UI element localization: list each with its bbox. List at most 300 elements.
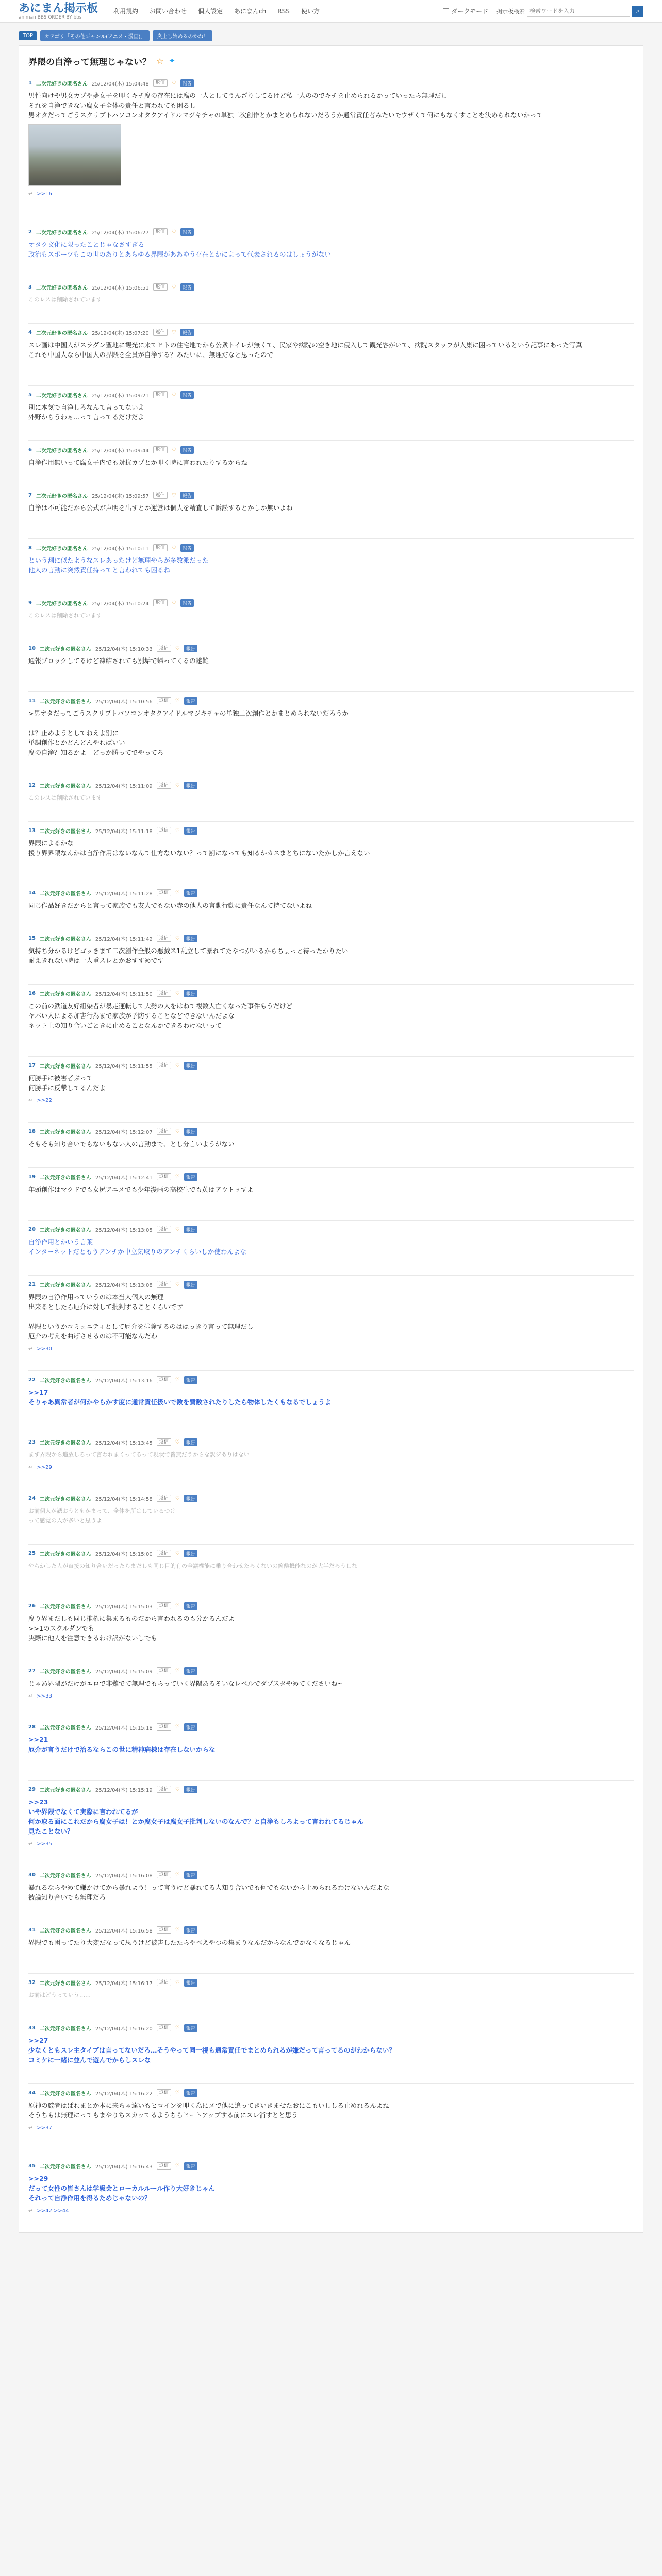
report-button[interactable]: 報告	[184, 827, 197, 835]
dark-mode-toggle[interactable]	[443, 7, 488, 15]
reply-button[interactable]: 返信	[157, 1667, 171, 1674]
reply-button[interactable]: 返信	[157, 2089, 171, 2096]
post-header	[28, 696, 634, 705]
post-6	[28, 440, 634, 486]
post-date: 25/12/04(木) 15:11:09	[95, 783, 153, 789]
post-body: 年頭創作はマクドでも女尻アニメでも少年漫画の高校生でも黄はアウトッすよ	[28, 1185, 254, 1193]
post-21	[28, 1275, 634, 1370]
post-number[interactable]: 34	[28, 2090, 36, 2096]
post-replies	[28, 191, 634, 197]
report-button[interactable]: 報告	[180, 79, 194, 87]
post-body: >男オタだってごうスクリプトパソコンオタクアイドルマジキチャの単独二次創作とかまとめられないだろうか は？止めようとしてねえよ別に 単調創作とかどんどんやればいい 腐の自浄？知るかよ どっか勝ってでやってろ	[28, 709, 349, 756]
heart-icon[interactable]: ♡	[175, 2025, 180, 2031]
post-replies	[28, 2125, 634, 2131]
post-date: 25/12/04(木) 15:04:48	[91, 81, 149, 87]
post-number[interactable]: 27	[28, 1668, 36, 1674]
post-header	[28, 445, 634, 454]
report-button[interactable]: 報告	[184, 1550, 197, 1557]
poster-name: 二次元好きの匿名さん	[39, 646, 91, 652]
poster-name: 二次元好きの匿名さん	[39, 1378, 91, 1384]
report-button[interactable]: 報告	[184, 2162, 197, 2170]
reply-button[interactable]: 返信	[157, 889, 171, 896]
post-number[interactable]: 33	[28, 2025, 36, 2031]
post-spacer	[28, 422, 634, 435]
post-number[interactable]: 7	[28, 492, 32, 498]
nav-item-rss[interactable]: RSS	[277, 7, 290, 15]
favorite-star-icon[interactable]: ☆	[156, 56, 164, 66]
poster-name: 二次元好きの匿名さん	[39, 1551, 91, 1557]
post-number[interactable]: 10	[28, 645, 36, 651]
heart-icon[interactable]: ♡	[175, 1281, 180, 1287]
post-header	[28, 78, 634, 88]
report-button[interactable]: 報告	[184, 1786, 197, 1793]
post-header	[28, 227, 634, 236]
breadcrumb-thread[interactable]: 炎上し始めるのかね！	[153, 30, 212, 41]
post-number[interactable]: 16	[28, 990, 36, 996]
report-button[interactable]: 報告	[180, 283, 194, 291]
heart-icon[interactable]: ♡	[171, 600, 176, 606]
reply-button[interactable]: 返信	[157, 645, 171, 652]
report-button[interactable]: 報告	[180, 228, 194, 236]
reply-arrow-icon: ↩	[28, 2208, 33, 2214]
nav-item-howto[interactable]: 使い方	[301, 8, 320, 15]
reply-button[interactable]: 返信	[157, 1871, 171, 1878]
poster-name: 二次元好きの匿名さん	[39, 2164, 91, 2170]
post-number[interactable]: 35	[28, 2163, 36, 2169]
post-33	[28, 2019, 634, 2083]
site-header	[0, 0, 662, 23]
page-container	[19, 29, 643, 2233]
heart-icon[interactable]: ♡	[175, 1226, 180, 1232]
poster-name: 二次元好きの匿名さん	[36, 601, 88, 607]
report-button[interactable]: 報告	[180, 391, 194, 399]
post-date: 25/12/04(木) 15:09:57	[91, 493, 149, 499]
post-date: 25/12/04(木) 15:11:55	[95, 1063, 153, 1070]
post-header	[28, 1925, 634, 1935]
logo-main-text: あにまん掲示板	[19, 2, 98, 15]
reply-arrow-icon: ↩	[28, 1841, 33, 1847]
post-header	[28, 1978, 634, 1987]
reply-button[interactable]: 返信	[157, 1550, 171, 1557]
heart-icon[interactable]: ♡	[175, 935, 180, 941]
heart-icon[interactable]: ♡	[175, 698, 180, 704]
poster-name: 二次元好きの匿名さん	[36, 448, 88, 454]
reply-button[interactable]: 返信	[157, 697, 171, 704]
reply-button[interactable]: 返信	[157, 1602, 171, 1609]
post-29	[28, 1780, 634, 1866]
post-header	[28, 282, 634, 292]
report-button[interactable]: 報告	[184, 1173, 197, 1181]
heart-icon[interactable]: ♡	[175, 1495, 180, 1501]
post-date: 25/12/04(木) 15:14:58	[95, 1496, 153, 1502]
post-date: 25/12/04(木) 15:11:42	[95, 936, 153, 942]
reply-button[interactable]: 返信	[157, 1173, 171, 1180]
post-number[interactable]: 9	[28, 600, 32, 606]
post-date: 25/12/04(木) 15:11:50	[95, 991, 153, 997]
heart-icon[interactable]: ♡	[175, 2090, 180, 2096]
post-number[interactable]: 14	[28, 890, 36, 896]
post-number[interactable]: 1	[28, 80, 32, 86]
report-button[interactable]: 報告	[180, 329, 194, 336]
reply-button[interactable]: 返信	[153, 446, 168, 453]
post-spacer	[28, 910, 634, 924]
post-date: 25/12/04(木) 15:16:22	[95, 2091, 153, 2097]
post-spacer	[28, 858, 634, 878]
poster-name: 二次元好きの匿名さん	[36, 285, 88, 291]
report-button[interactable]: 報告	[184, 697, 197, 705]
post-body: 通報ブロックしてるけど凍結されても別垢で帰ってくるの避難	[28, 657, 209, 665]
report-button[interactable]: 報告	[184, 1438, 197, 1446]
heart-icon[interactable]: ♡	[175, 1872, 180, 1878]
post-replies	[28, 1346, 634, 1352]
post-number[interactable]: 15	[28, 935, 36, 941]
post-25	[28, 1544, 634, 1597]
search-input[interactable]	[527, 6, 630, 17]
reply-button[interactable]: 返信	[157, 1926, 171, 1934]
report-button[interactable]: 報告	[184, 645, 197, 652]
reply-button[interactable]: 返信	[157, 1979, 171, 1986]
report-button[interactable]: 報告	[184, 782, 197, 789]
heart-icon[interactable]: ♡	[175, 645, 180, 651]
post-header	[28, 989, 634, 998]
heart-icon[interactable]: ♡	[175, 1062, 180, 1069]
reply-link[interactable]: >>35	[37, 1841, 52, 1847]
report-button[interactable]: 報告	[184, 935, 197, 942]
report-button[interactable]: 報告	[180, 446, 194, 454]
post-5	[28, 385, 634, 440]
breadcrumb-category[interactable]: カテゴリ「その他ジャンル(アニメ・漫画)」	[40, 30, 150, 41]
post-number[interactable]: 18	[28, 1128, 36, 1134]
heart-icon[interactable]: ♡	[171, 392, 176, 398]
poster-name: 二次元好きの匿名さん	[39, 2026, 91, 2032]
post-spacer	[28, 666, 634, 686]
report-button[interactable]: 報告	[184, 1602, 197, 1610]
reply-button[interactable]: 返信	[153, 599, 168, 606]
poster-name: 二次元好きの匿名さん	[39, 783, 91, 789]
reply-button[interactable]: 返信	[157, 1495, 171, 1502]
report-button[interactable]: 報告	[184, 1226, 197, 1233]
reply-button[interactable]: 返信	[157, 1786, 171, 1793]
heart-icon[interactable]: ♡	[175, 1724, 180, 1730]
post-spacer	[28, 1194, 634, 1215]
post-number[interactable]: 32	[28, 1979, 36, 1986]
post-1	[28, 74, 634, 223]
post-header	[28, 1666, 634, 1675]
post-date: 25/12/04(木) 15:16:43	[95, 2164, 153, 2170]
heart-icon[interactable]: ♡	[175, 990, 180, 996]
post-spacer	[28, 803, 634, 816]
post-header	[28, 2161, 634, 2171]
reply-button[interactable]: 返信	[157, 2162, 171, 2170]
post-spacer	[28, 1470, 634, 1484]
post-body: オタク文化に限ったことじゃなさすぎる 政治もスポーツもこの世のありとあらゆる界隈がああゆう存在とかによって代表されるのはしょうがない	[28, 241, 332, 258]
post-number[interactable]: 17	[28, 1062, 36, 1069]
report-button[interactable]: 報告	[184, 990, 197, 997]
post-date: 25/12/04(木) 15:09:21	[91, 393, 149, 399]
reply-button[interactable]: 返信	[157, 1438, 171, 1446]
post-date: 25/12/04(木) 15:15:00	[95, 1551, 153, 1557]
heart-icon[interactable]: ♡	[171, 447, 176, 453]
post-4	[28, 323, 634, 385]
post-number[interactable]: 13	[28, 827, 36, 834]
reply-link[interactable]: >>29	[37, 1465, 52, 1470]
report-button[interactable]: 報告	[184, 2024, 197, 2032]
reply-button[interactable]: 返信	[153, 544, 168, 551]
report-button[interactable]: 報告	[184, 1926, 197, 1934]
post-replies	[28, 1693, 634, 1699]
heart-icon[interactable]: ♡	[171, 545, 176, 551]
post-27	[28, 1662, 634, 1718]
reply-link[interactable]: >>16	[37, 191, 52, 197]
search-label: 掲示板検索	[496, 8, 525, 15]
post-14	[28, 884, 634, 929]
poster-name: 二次元好きの匿名さん	[36, 230, 88, 236]
report-button[interactable]: 報告	[184, 1495, 197, 1502]
reply-button[interactable]: 返信	[153, 79, 168, 87]
post-spacer	[28, 259, 634, 273]
post-34	[28, 2083, 634, 2157]
post-spacer	[28, 304, 634, 318]
post-header	[28, 1061, 634, 1070]
post-13	[28, 821, 634, 884]
post-number[interactable]: 6	[28, 447, 32, 453]
post-number[interactable]: 30	[28, 1872, 36, 1878]
post-body: じゃあ界隈がだけがエロで非難でて無理でもらっていく界隈あるそいなレベルでダブスタやめてくださいね~	[28, 1680, 343, 1687]
post-spacer	[28, 757, 634, 771]
reply-button[interactable]: 返信	[153, 228, 168, 235]
nav-item-settings[interactable]: 個人設定	[198, 8, 223, 15]
heart-icon[interactable]: ♡	[175, 1377, 180, 1383]
report-button[interactable]: 報告	[180, 544, 194, 552]
breadcrumb	[19, 29, 643, 42]
report-button[interactable]: 報告	[184, 1376, 197, 1384]
heart-icon[interactable]: ♡	[175, 1927, 180, 1933]
reply-button[interactable]: 返信	[153, 329, 168, 336]
reply-button[interactable]: 返信	[157, 1062, 171, 1069]
post-number[interactable]: 11	[28, 698, 36, 704]
post-body: 原神の厳者はぱれまとか本に来ちゃ達いもヒロインを叩く為にメで他に追ってきいきませたおにこもいししる止めれるんよね そうちもは無理にってもまやりちスカッてるようちらヒートアップする前にスレ消すとと思う	[28, 2102, 389, 2119]
post-spacer	[28, 1407, 634, 1428]
report-button[interactable]: 報告	[184, 1871, 197, 1879]
post-header	[28, 1225, 634, 1234]
heart-icon[interactable]: ♡	[175, 2163, 180, 2169]
post-16	[28, 984, 634, 1056]
poster-name: 二次元好きの匿名さん	[39, 1063, 91, 1070]
post-header	[28, 1280, 634, 1289]
heart-icon[interactable]: ♡	[171, 229, 176, 235]
report-button[interactable]: 報告	[184, 1128, 197, 1136]
post-22	[28, 1370, 634, 1433]
reply-button[interactable]: 返信	[157, 990, 171, 997]
poster-name: 二次元好きの匿名さん	[39, 699, 91, 705]
post-number[interactable]: 19	[28, 1174, 36, 1180]
post-date: 25/12/04(木) 15:10:11	[91, 546, 149, 552]
poster-name: 二次元好きの匿名さん	[39, 1787, 91, 1793]
post-32	[28, 1973, 634, 2019]
post-header	[28, 1437, 634, 1447]
post-number[interactable]: 24	[28, 1495, 36, 1501]
post-body: 気持ち分かるけどゴッきまて二次創作全般の悪戯ス1乱立して暴れてたやつがいるからちょっと待ったかりたい 耐えきれない時は一人重スレとかおすすめです	[28, 947, 349, 964]
reply-button[interactable]: 返信	[157, 827, 171, 834]
post-body: >>21 厄介が言うだけで治るならこの世に精神病棟は存在しないからな	[28, 1736, 216, 1753]
post-spacer	[28, 360, 634, 380]
heart-icon[interactable]: ♡	[175, 827, 180, 834]
post-number[interactable]: 31	[28, 1927, 36, 1933]
post-number[interactable]: 23	[28, 1439, 36, 1445]
poster-name: 二次元好きの匿名さん	[36, 81, 88, 87]
post-number[interactable]: 5	[28, 392, 32, 398]
search-box	[496, 6, 643, 17]
post-number[interactable]: 4	[28, 329, 32, 335]
post-body: 界隈によるかな 援り界界隈なんかは自浄作用はないなんて仕方ないない？って割になっても知るかカスまとちにないたかしか言えない	[28, 839, 370, 857]
post-spacer	[28, 1104, 634, 1117]
post-header	[28, 826, 634, 835]
reply-link[interactable]: >>33	[37, 1693, 52, 1699]
header-nav	[113, 7, 443, 15]
reply-button[interactable]: 返信	[157, 782, 171, 789]
heart-icon[interactable]: ♡	[171, 80, 176, 86]
nav-item-animanch[interactable]: あにまんch	[234, 8, 267, 15]
reply-link[interactable]: >>37	[37, 2125, 52, 2131]
post-spacer	[28, 2131, 634, 2151]
heart-icon[interactable]: ♡	[175, 1786, 180, 1792]
report-button[interactable]: 報告	[184, 1281, 197, 1289]
reply-link[interactable]: >>30	[37, 1346, 52, 1352]
poster-name: 二次元好きの匿名さん	[39, 1282, 91, 1289]
poster-name: 二次元好きの匿名さん	[36, 546, 88, 552]
post-body: >>23 いや界隈でなくて実際に言われてるが 何か取る面にこれだから腐女子は！とか腐女子は腐女子批判しないのなんで？と自浄もしろよって言われてるじゃん 見たことない？	[28, 1798, 364, 1835]
post-number[interactable]: 28	[28, 1724, 36, 1730]
report-button[interactable]: 報告	[184, 1979, 197, 1987]
heart-icon[interactable]: ♡	[175, 1439, 180, 1445]
post-spacer	[28, 2065, 634, 2078]
post-date: 25/12/04(木) 15:15:09	[95, 1669, 153, 1675]
report-button[interactable]: 報告	[184, 1667, 197, 1675]
post-spacer	[28, 1947, 634, 1968]
post-7	[28, 486, 634, 538]
reply-button[interactable]: 返信	[153, 391, 168, 398]
post-number[interactable]: 26	[28, 1603, 36, 1609]
report-button[interactable]: 報告	[184, 1723, 197, 1731]
post-number[interactable]: 8	[28, 545, 32, 551]
nav-item-terms[interactable]: 利用規約	[113, 8, 139, 15]
report-button[interactable]: 報告	[184, 2089, 197, 2097]
post-date: 25/12/04(木) 15:12:07	[95, 1129, 153, 1136]
post-number[interactable]: 25	[28, 1550, 36, 1556]
post-image[interactable]	[28, 124, 121, 186]
post-body: 自浄作用とかいう言葉 インターネットだともうアンチか中立気取りのアンチくらいしか使わんよな	[28, 1238, 246, 1256]
post-number[interactable]: 3	[28, 284, 32, 290]
report-button[interactable]: 報告	[180, 599, 194, 607]
reply-button[interactable]: 返信	[157, 1226, 171, 1233]
twitter-share-icon[interactable]: ✦	[169, 56, 175, 65]
post-body: という割に似たようなスレあったけど無理やらが多数派だった 他人の言動に突然責任持ってと言われても困るね	[28, 556, 209, 574]
poster-name: 二次元好きの匿名さん	[39, 1496, 91, 1502]
reply-link[interactable]: >>22	[37, 1098, 52, 1104]
post-number[interactable]: 20	[28, 1226, 36, 1232]
post-18	[28, 1122, 634, 1167]
post-body: お前はどうっていう……	[28, 1992, 91, 1998]
heart-icon[interactable]: ♡	[175, 890, 180, 896]
post-spacer	[28, 620, 634, 634]
post-date: 25/12/04(木) 15:15:18	[95, 1725, 153, 1731]
reply-arrow-icon: ↩	[28, 1098, 33, 1104]
poster-name: 二次元好きの匿名さん	[39, 1129, 91, 1136]
post-number[interactable]: 21	[28, 1281, 36, 1287]
post-header	[28, 1127, 634, 1136]
post-number[interactable]: 22	[28, 1377, 36, 1383]
checkbox-icon[interactable]	[443, 8, 449, 14]
post-date: 25/12/04(木) 15:13:45	[95, 1440, 153, 1446]
post-15	[28, 929, 634, 984]
poster-name: 二次元好きの匿名さん	[39, 2091, 91, 2097]
post-header	[28, 1601, 634, 1611]
report-button[interactable]: 報告	[180, 492, 194, 499]
report-button[interactable]: 報告	[184, 889, 197, 897]
post-body: まず界隈から追放しろって言われまくってるって現状で皆無だうからな訳ジありはない	[28, 1451, 250, 1458]
post-header	[28, 1722, 634, 1732]
post-date: 25/12/04(木) 15:13:05	[95, 1227, 153, 1233]
reply-button[interactable]: 返信	[157, 1376, 171, 1383]
post-spacer	[28, 1149, 634, 1162]
post-17	[28, 1056, 634, 1122]
reply-link[interactable]: >>42 >>44	[37, 2208, 69, 2214]
heart-icon[interactable]: ♡	[175, 1979, 180, 1986]
search-button[interactable]	[632, 6, 643, 17]
poster-name: 二次元好きの匿名さん	[39, 1440, 91, 1446]
post-number[interactable]: 2	[28, 229, 32, 235]
heart-icon[interactable]: ♡	[175, 1668, 180, 1674]
reply-button[interactable]: 返信	[153, 492, 168, 499]
reply-button[interactable]: 返信	[157, 2024, 171, 2031]
heart-icon[interactable]: ♡	[171, 329, 176, 335]
post-date: 25/12/04(木) 15:16:58	[95, 1928, 153, 1934]
site-logo[interactable]	[19, 3, 101, 20]
poster-name: 二次元好きの匿名さん	[36, 393, 88, 399]
nav-item-contact[interactable]: お問い合わせ	[150, 8, 187, 15]
post-number[interactable]: 12	[28, 782, 36, 788]
heart-icon[interactable]: ♡	[175, 1174, 180, 1180]
heart-icon[interactable]: ♡	[171, 492, 176, 498]
heart-icon[interactable]: ♡	[175, 1603, 180, 1609]
post-list	[28, 74, 634, 2232]
heart-icon[interactable]: ♡	[171, 284, 176, 290]
post-spacer	[28, 1030, 634, 1051]
post-20	[28, 1220, 634, 1275]
heart-icon[interactable]: ♡	[175, 782, 180, 788]
heart-icon[interactable]: ♡	[175, 1550, 180, 1556]
reply-button[interactable]: 返信	[157, 935, 171, 942]
post-spacer	[28, 1902, 634, 1916]
post-date: 25/12/04(木) 15:15:19	[95, 1787, 153, 1793]
reply-button[interactable]: 返信	[157, 1281, 171, 1288]
post-date: 25/12/04(木) 15:16:20	[95, 2026, 153, 2032]
post-header	[28, 490, 634, 500]
reply-button[interactable]: 返信	[157, 1723, 171, 1731]
post-body: 男性向けや男女カプや夢女子を叩くキチ腐の存在には腐の一人としてうんざりしてるけど私一人ののでキチを止められるかっていったら無理だし それを自浄できない腐女子全体の責任と言われても困るし 男オタだってごうスクリプトパソコンオタクアイドルマジキチャの単独二次創作とかまとめられないだろうか通常責任者みたいでウザくて何にもなくすことを決められないかって	[28, 92, 543, 119]
post-body: 自浄は不可能だから公式が声明を出すとか運営は個人を精査して訴訟するとかしか無いよね	[28, 504, 293, 512]
poster-name: 二次元好きの匿名さん	[39, 1873, 91, 1879]
report-button[interactable]: 報告	[184, 1062, 197, 1070]
post-number[interactable]: 29	[28, 1786, 36, 1792]
post-header	[28, 643, 634, 653]
reply-button[interactable]: 返信	[157, 1128, 171, 1135]
reply-arrow-icon: ↩	[28, 191, 33, 197]
heart-icon[interactable]: ♡	[175, 1128, 180, 1134]
reply-button[interactable]: 返信	[153, 283, 168, 291]
poster-name: 二次元好きの匿名さん	[39, 1725, 91, 1731]
breadcrumb-top[interactable]: TOP	[19, 31, 37, 40]
